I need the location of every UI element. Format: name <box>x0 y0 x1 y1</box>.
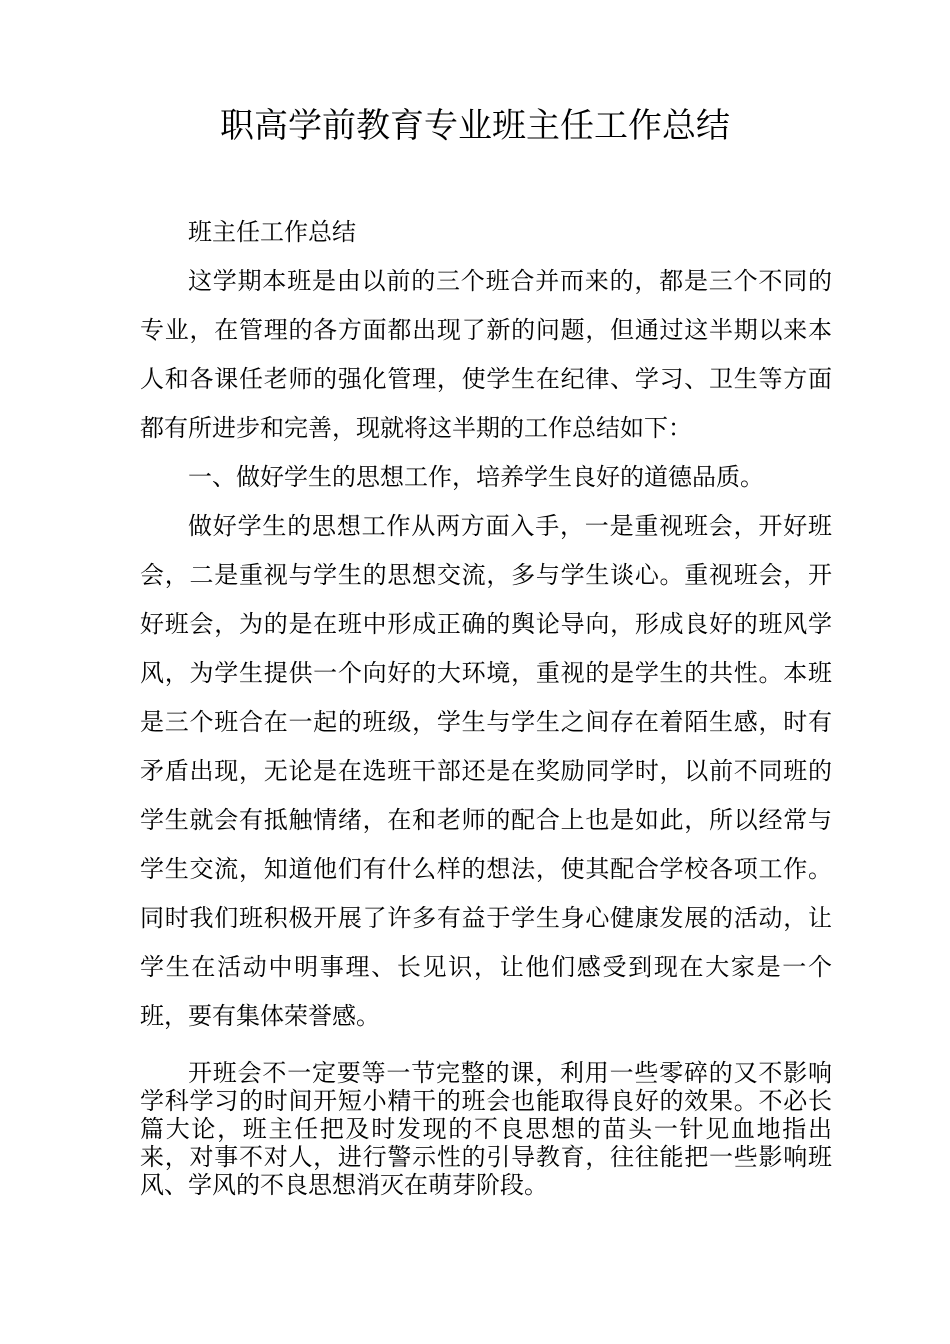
document-title: 职高学前教育专业班主任工作总结 <box>220 106 730 146</box>
paragraph-subtitle: 班主任工作总结 <box>188 218 356 246</box>
paragraph-body-closing: 开班会不一定要等一节完整的课，利用一些零碎的又不影响学科学习的时间开短小精干的班会也能取得良好的效果。不必长篇大论，班主任把及时发现的不良思想的苗头一针见血地指出来，对事不对人，进行警示性的引导教育，往往能把一些影响班风、学风的不良思想消灭在萌芽阶段。 <box>140 1059 832 1199</box>
document-body <box>140 208 832 1199</box>
paragraph-section-heading: 一、做好学生的思想工作，培养学生良好的道德品质。 <box>188 463 764 491</box>
paragraph-body: 做好学生的思想工作从两方面入手，一是重视班会，开好班会，二是重视与学生的思想交流，多与学生谈心。重视班会，开好班会，为的是在班中形成正确的舆论导向，形成良好的班风学风，为学生提供一个向好的大环境，重视的是学生的共性。本班是三个班合在一起的班级，学生与学生之间存在着陌生感，时有矛盾出现，无论是在选班干部还是在奖励同学时，以前不同班的学生就会有抵触情绪，在和老师的配合上也是如此，所以经常与学生交流，知道他们有什么样的想法，使其配合学校各项工作。同时我们班积极开展了许多有益于学生身心健康发展的活动，让学生在活动中明事理、长见识，让他们感受到现在大家是一个班，要有集体荣誉感。 <box>140 512 832 1030</box>
paragraph-intro: 这学期本班是由以前的三个班合并而来的，都是三个不同的专业，在管理的各方面都出现了新的问题，但通过这半期以来本人和各课任老师的强化管理，使学生在纪律、学习、卫生等方面都有所进步和完善，现就将这半期的工作总结如下： <box>140 267 832 442</box>
